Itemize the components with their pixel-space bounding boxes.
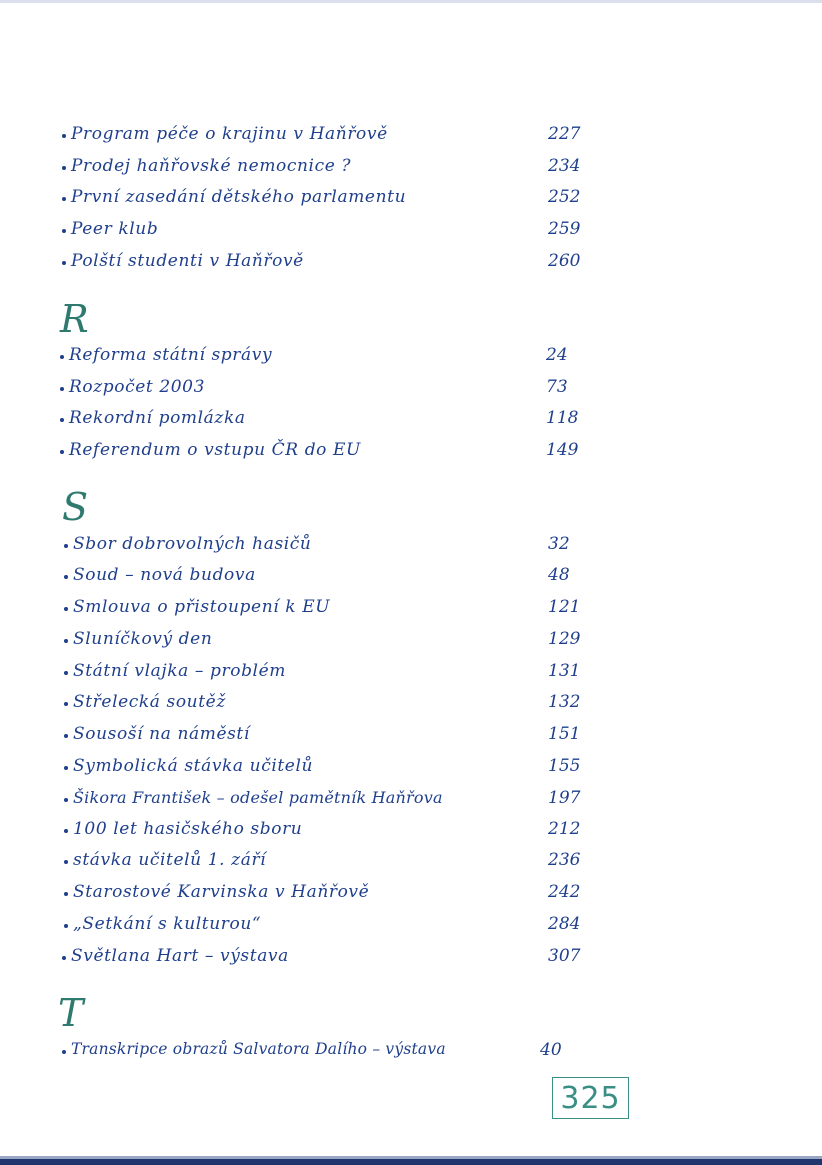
- entry-title: Rekordní pomlázka: [69, 408, 246, 428]
- entry-title: Sousoší na náměstí: [73, 724, 250, 744]
- section-letter-s: S: [62, 485, 89, 529]
- index-entry: [64, 562, 604, 592]
- bullet-icon: [62, 1050, 66, 1054]
- entry-page-number: 24: [546, 345, 568, 365]
- entry-page-number: 32: [548, 534, 570, 554]
- entry-title: 100 let hasičského sboru: [73, 819, 303, 839]
- index-entry: [62, 216, 602, 246]
- entry-page-number: 155: [548, 756, 581, 776]
- entry-page-number: 132: [548, 692, 581, 712]
- bullet-icon: [60, 450, 64, 454]
- index-entry: [62, 121, 602, 151]
- index-entry: [64, 911, 604, 941]
- index-entry: [64, 658, 604, 688]
- bullet-icon: [60, 418, 64, 422]
- index-entry: [64, 721, 604, 751]
- entry-title: Státní vlajka – problém: [73, 661, 286, 681]
- bullet-icon: [60, 387, 64, 391]
- index-entry: [64, 689, 604, 719]
- bullet-icon: [62, 229, 66, 233]
- index-entry: [64, 785, 604, 815]
- entry-title: Světlana Hart – výstava: [71, 946, 289, 966]
- bullet-icon: [64, 702, 68, 706]
- entry-title: Referendum o vstupu ČR do EU: [69, 440, 361, 460]
- entry-page-number: 48: [548, 565, 570, 585]
- entry-page-number: 234: [548, 156, 581, 176]
- index-entry: [64, 594, 604, 624]
- bullet-icon: [64, 575, 68, 579]
- entry-page-number: 307: [548, 946, 581, 966]
- bullet-icon: [64, 607, 68, 611]
- section-letter-t: T: [58, 991, 84, 1035]
- bullet-icon: [64, 924, 68, 928]
- entry-page-number: 118: [546, 408, 579, 428]
- entry-page-number: 131: [548, 661, 581, 681]
- entry-title: „Setkání s kulturou“: [73, 914, 262, 934]
- entry-title: Reforma státní správy: [69, 345, 273, 365]
- entry-title: Soud – nová budova: [73, 565, 256, 585]
- bullet-icon: [64, 671, 68, 675]
- entry-page-number: 151: [548, 724, 581, 744]
- bullet-icon: [64, 734, 68, 738]
- index-entry: [62, 943, 602, 973]
- entry-title: stávka učitelů 1. září: [73, 850, 267, 870]
- entry-title: Symbolická stávka učitelů: [73, 756, 314, 776]
- entry-page-number: 236: [548, 850, 581, 870]
- entry-page-number: 259: [548, 219, 581, 239]
- index-entry: [64, 753, 604, 783]
- index-entry: [62, 248, 602, 278]
- entry-title: Střelecká soutěž: [73, 692, 226, 712]
- index-entry: [64, 879, 604, 909]
- entry-page-number: 260: [548, 251, 581, 271]
- entry-page-number: 252: [548, 187, 581, 207]
- section-letter-r: R: [60, 297, 89, 341]
- index-entry: [64, 531, 604, 561]
- entry-page-number: 212: [548, 819, 581, 839]
- entry-title: První zasedání dětského parlamentu: [71, 187, 407, 207]
- entry-page-number: 73: [546, 377, 568, 397]
- bullet-icon: [60, 355, 64, 359]
- index-entry: [62, 1037, 602, 1067]
- bullet-icon: [62, 956, 66, 960]
- index-entry: [60, 374, 600, 404]
- bullet-icon: [64, 766, 68, 770]
- entry-page-number: 129: [548, 629, 581, 649]
- bullet-icon: [62, 134, 66, 138]
- index-entry: [60, 437, 600, 467]
- bullet-icon: [62, 197, 66, 201]
- index-entry: [64, 626, 604, 656]
- bullet-icon: [64, 829, 68, 833]
- entry-page-number: 121: [548, 597, 581, 617]
- entry-title: Starostové Karvinska v Haňřově: [73, 882, 370, 902]
- entry-title: Polští studenti v Haňřově: [71, 251, 304, 271]
- entry-title: Prodej haňřovské nemocnice ?: [71, 156, 352, 176]
- scan-bottom-edge: [0, 1159, 822, 1165]
- page-number-stamp: 325: [552, 1077, 629, 1119]
- entry-page-number: 149: [546, 440, 579, 460]
- bullet-icon: [62, 166, 66, 170]
- entry-title: Program péče o krajinu v Haňřově: [71, 124, 388, 144]
- entry-title: Transkripce obrazů Salvatora Dalího – výstava: [71, 1040, 446, 1058]
- bullet-icon: [64, 892, 68, 896]
- index-entry: [64, 847, 604, 877]
- bullet-icon: [64, 544, 68, 548]
- entry-title: Šikora František – odešel pamětník Haňřova: [73, 788, 443, 807]
- entry-page-number: 284: [548, 914, 581, 934]
- entry-title: Sbor dobrovolných hasičů: [73, 534, 312, 554]
- entry-title: Rozpočet 2003: [69, 377, 205, 397]
- bullet-icon: [64, 639, 68, 643]
- index-entry: [60, 405, 600, 435]
- entry-page-number: 40: [540, 1040, 562, 1060]
- index-entry: [62, 184, 602, 214]
- entry-page-number: 227: [548, 124, 581, 144]
- index-entry: [60, 342, 600, 372]
- bullet-icon: [62, 261, 66, 265]
- bullet-icon: [64, 860, 68, 864]
- bullet-icon: [64, 798, 68, 802]
- index-entry: [64, 816, 604, 846]
- entry-title: Sluníčkový den: [73, 629, 213, 649]
- scan-top-edge: [0, 0, 822, 3]
- index-entry: [62, 153, 602, 183]
- entry-page-number: 242: [548, 882, 581, 902]
- entry-title: Smlouva o přistoupení k EU: [73, 597, 331, 617]
- entry-title: Peer klub: [71, 219, 159, 239]
- entry-page-number: 197: [548, 788, 581, 808]
